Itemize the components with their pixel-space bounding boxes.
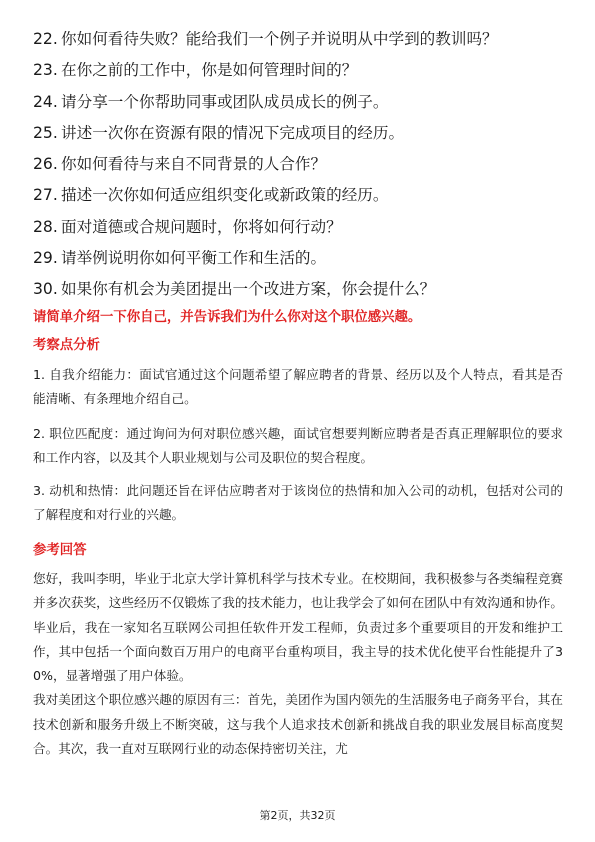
question-number: 27. <box>33 186 58 205</box>
question-text: 描述一次你如何适应组织变化或新政策的经历。 <box>61 186 389 205</box>
question-text: 面对道德或合规问题时，你将如何行动？ <box>61 217 342 236</box>
question-number: 28. <box>33 217 58 236</box>
analysis-heading: 考察点分析 <box>33 338 100 353</box>
question-item <box>33 274 573 305</box>
analysis-point: 2. 职位匹配度：通过询问为何对职位感兴趣，面试官想要判断应聘者是否真正理解职位的要求和工作内容，以及其个人职业规划与公司及职位的契合程度。 <box>33 426 563 466</box>
answer-body <box>33 567 563 761</box>
question-number: 30. <box>33 280 58 299</box>
question-text: 如果你有机会为美团提出一个改进方案，你会提什么？ <box>61 280 436 299</box>
question-text: 请分享一个你帮助同事或团队成员成长的例子。 <box>61 92 389 111</box>
question-item <box>33 149 573 180</box>
question-list <box>33 24 573 306</box>
page-number: 第2页，共32页 <box>259 809 336 822</box>
answer-paragraph: 我对美团这个职位感兴趣的原因有三：首先，美团作为国内领先的生活服务电子商务平台，其在技术创新和服务升级上不断突破，这与我个人追求技术创新和挑战自我的职业发展目标高度契合。其次，我一直对互联网行业的动态保持密切关注，尤 <box>33 692 563 757</box>
question-item <box>33 55 573 86</box>
question-text: 请举例说明你如何平衡工作和生活的。 <box>61 249 327 268</box>
question-title: 请简单介绍一下你自己，并告诉我们为什么你对这个职位感兴趣。 <box>33 310 422 325</box>
question-item <box>33 24 573 55</box>
question-number: 22. <box>33 30 58 48</box>
question-number: 24. <box>33 92 58 111</box>
question-number: 23. <box>33 61 58 80</box>
question-text: 讲述一次你在资源有限的情况下完成项目的经历。 <box>61 123 405 142</box>
question-number: 29. <box>33 249 58 268</box>
question-text: 你如何看待失败？能给我们一个例子并说明从中学到的教训吗？ <box>61 30 498 48</box>
analysis-point: 1. 自我介绍能力：面试官通过这个问题希望了解应聘者的背景、经历以及个人特点，看其是否能清晰、有条理地介绍自己。 <box>33 367 563 407</box>
question-text: 你如何看待与来自不同背景的人合作？ <box>61 155 327 174</box>
question-item <box>33 243 573 274</box>
answer-paragraph: 您好，我叫李明，毕业于北京大学计算机科学与技术专业。在校期间，我积极参与各类编程竞赛并多次获奖，这些经历不仅锻炼了我的技术能力，也让我学会了如何在团队中有效沟通和协作。毕业后，我在一家知名互联网公司担任软件开发工程师，负责过多个重要项目的开发和维护工作，其中包括一个面向数百万用户的电商平台重构项目，我主导的技术优化使平台性能提升了30%，显著增强了用户体验。 <box>33 571 563 684</box>
question-item <box>33 212 573 243</box>
answer-heading: 参考回答 <box>33 543 87 558</box>
question-item <box>33 87 573 118</box>
question-item <box>33 180 573 211</box>
question-text: 在你之前的工作中，你是如何管理时间的？ <box>61 61 358 80</box>
question-item <box>33 118 573 149</box>
question-number: 25. <box>33 123 58 142</box>
question-number: 26. <box>33 155 58 174</box>
analysis-point: 3. 动机和热情：此问题还旨在评估应聘者对于该岗位的热情和加入公司的动机，包括对公司的了解程度和对行业的兴趣。 <box>33 483 563 523</box>
